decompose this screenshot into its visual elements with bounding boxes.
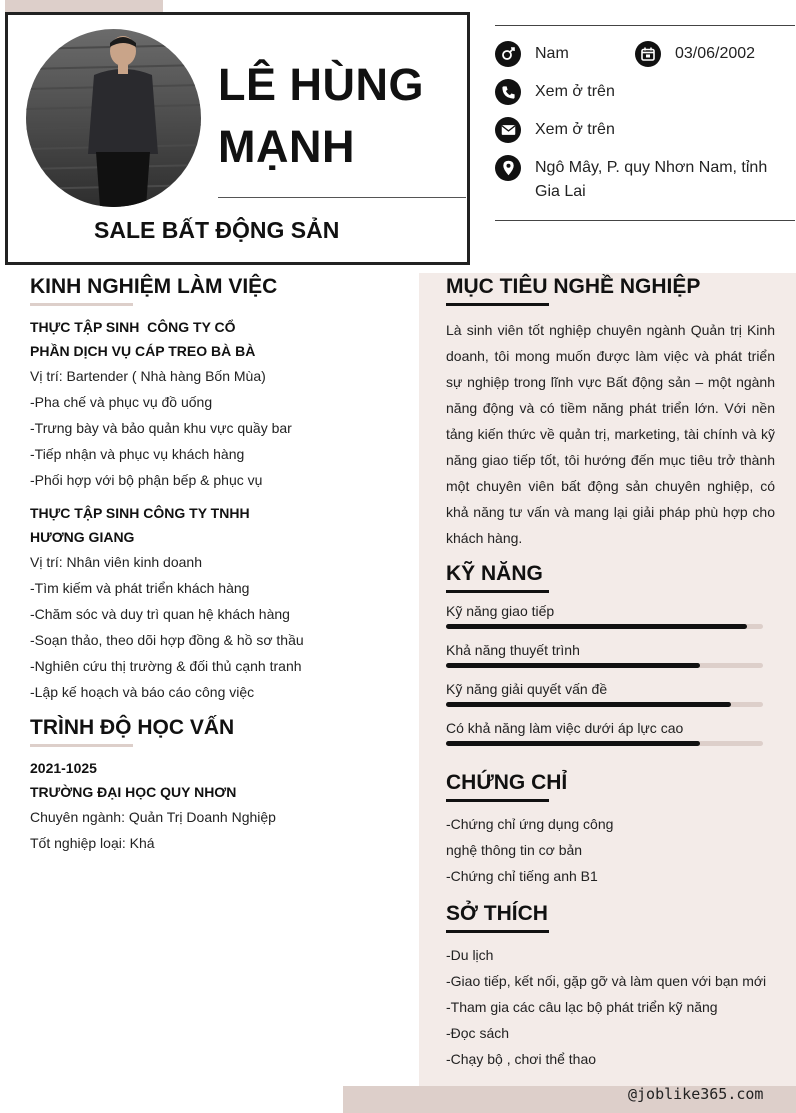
job-1-line: -Phối hợp với bộ phận bếp & phục vụ	[30, 472, 263, 488]
address-value: Ngô Mây, P. quy Nhơn Nam, tỉnh Gia Lai	[535, 159, 768, 200]
job-2-company-line1: THỰC TẬP SINH CÔNG TY TNHH	[30, 505, 250, 521]
skill-label: Khả năng thuyết trình	[446, 642, 580, 658]
education-underline	[30, 744, 133, 747]
job-2-line: Vị trí: Nhân viên kinh doanh	[30, 554, 202, 570]
certificates-section	[446, 771, 776, 889]
candidate-name-line2: MẠNH	[218, 121, 355, 172]
job-2-line: -Tìm kiếm và phát triển khách hàng	[30, 580, 250, 596]
phone-value: Xem ở trên	[535, 83, 615, 100]
education-section	[30, 716, 400, 856]
certificates-underline	[446, 799, 549, 802]
hobby-line: -Tham gia các câu lạc bộ phát triển kỹ năng	[446, 999, 718, 1015]
job-2-line: -Soạn thảo, theo dõi hợp đồng & hồ sơ thầu	[30, 632, 304, 648]
job-2-line: -Nghiên cứu thị trường & đối thủ cạnh tranh	[30, 658, 302, 674]
phone-icon	[495, 79, 521, 105]
profile-photo	[26, 29, 201, 207]
skill-bar-fill	[446, 663, 700, 668]
certificate-line: -Chứng chỉ tiếng anh B1	[446, 868, 598, 884]
watermark: @joblike365.com	[628, 1085, 764, 1103]
job-2-line: -Chăm sóc và duy trì quan hệ khách hàng	[30, 606, 290, 622]
birthday-value: 03/06/2002	[675, 45, 756, 62]
job-1-line: -Tiếp nhận và phục vụ khách hàng	[30, 446, 245, 462]
gender-icon	[495, 41, 521, 67]
experience-title: KINH NGHIỆM LÀM VIỆC	[30, 275, 278, 298]
hobby-line: -Chạy bộ , chơi thể thao	[446, 1051, 597, 1067]
hobby-line: -Đọc sách	[446, 1025, 510, 1041]
email-value: Xem ở trên	[535, 121, 615, 138]
job-1-company-line2: PHẦN DỊCH VỤ CÁP TREO BÀ BÀ	[30, 343, 256, 359]
job-2-line: -Lập kế hoạch và báo cáo công việc	[30, 684, 255, 700]
skill-label: Kỹ năng giao tiếp	[446, 603, 555, 619]
education-grade: Tốt nghiệp loại: Khá	[30, 835, 155, 851]
skill-bar-track	[446, 702, 763, 707]
skill-label: Kỹ năng giải quyết vấn đề	[446, 681, 608, 697]
candidate-name-line1: LÊ HÙNG	[218, 59, 424, 110]
job-1-line: -Pha chế và phục vụ đồ uống	[30, 394, 213, 410]
name-divider	[218, 197, 466, 198]
contact-bottom-divider	[495, 220, 795, 221]
education-title: TRÌNH ĐỘ HỌC VẤN	[30, 716, 235, 739]
skill-label: Có khả năng làm việc dưới áp lực cao	[446, 720, 684, 736]
job-title: SALE BẤT ĐỘNG SẢN	[94, 217, 340, 243]
hobbies-underline	[446, 930, 549, 933]
hobby-line: -Du lịch	[446, 947, 494, 963]
skill-bar-track	[446, 624, 763, 629]
skill-item	[446, 681, 776, 720]
job-1-line: Vị trí: Bartender ( Nhà hàng Bốn Mùa)	[30, 368, 266, 384]
contact-top-divider	[495, 25, 795, 26]
skills-underline	[446, 590, 549, 593]
skill-bar-fill	[446, 741, 700, 746]
skill-bar-fill	[446, 624, 747, 629]
skills-title: KỸ NĂNG	[446, 562, 543, 585]
hobby-line: -Giao tiếp, kết nối, gặp gỡ và làm quen với bạn mới	[446, 973, 767, 989]
certificate-line: nghệ thông tin cơ bản	[446, 842, 583, 858]
location-icon	[495, 155, 521, 181]
experience-underline	[30, 303, 133, 306]
job-1-line: -Trưng bày và bảo quản khu vực quầy bar	[30, 420, 292, 436]
skill-item	[446, 642, 776, 681]
education-major: Chuyên ngành: Quản Trị Doanh Nghiệp	[30, 809, 276, 825]
job-1-company-line1: THỰC TẬP SINH CÔNG TY CỔ	[30, 319, 236, 335]
certificate-line: -Chứng chỉ ứng dụng công	[446, 816, 614, 832]
objective-section	[446, 275, 775, 551]
skill-bar-fill	[446, 702, 731, 707]
education-years: 2021-1025	[30, 760, 97, 776]
skills-list	[446, 603, 776, 759]
hobbies-title: SỞ THÍCH	[446, 902, 548, 925]
candidate-name	[218, 54, 424, 178]
calendar-icon	[635, 41, 661, 67]
email-icon	[495, 117, 521, 143]
profile-photo-image	[26, 29, 201, 207]
skill-item	[446, 603, 776, 642]
skill-bar-track	[446, 741, 763, 746]
experience-job-1	[30, 315, 400, 493]
objective-text: Là sinh viên tốt nghiệp chuyên ngành Quản trị Kinh doanh, tôi mong muốn được làm việc và phát triển sự nghiệp trong lĩnh vực Bất động sản – một ngành năng động và có tiềm năng phát triển lớn. Với nền tảng kiến thức về quản trị, marketing, tài chính và kỹ năng giao tiếp tốt, tôi hướng đến mục tiêu trở thành một chuyên viên bất động sản chuyên nghiệp, có khả năng tư vấn và mang lại giải pháp phù hợp cho khách hàng.	[446, 322, 775, 546]
certificates-title: CHỨNG CHỈ	[446, 771, 568, 794]
objective-title: MỤC TIÊU NGHỀ NGHIỆP	[446, 275, 701, 298]
skill-item	[446, 720, 776, 759]
job-2-company-line2: HƯƠNG GIANG	[30, 529, 135, 545]
skill-bar-track	[446, 663, 763, 668]
gender-value: Nam	[535, 45, 569, 62]
education-school: TRƯỜNG ĐẠI HỌC QUY NHƠN	[30, 784, 237, 800]
hobbies-section	[446, 902, 776, 1072]
experience-job-2	[30, 501, 400, 705]
skills-section	[446, 562, 776, 759]
experience-section	[30, 275, 400, 705]
objective-underline	[446, 303, 549, 306]
